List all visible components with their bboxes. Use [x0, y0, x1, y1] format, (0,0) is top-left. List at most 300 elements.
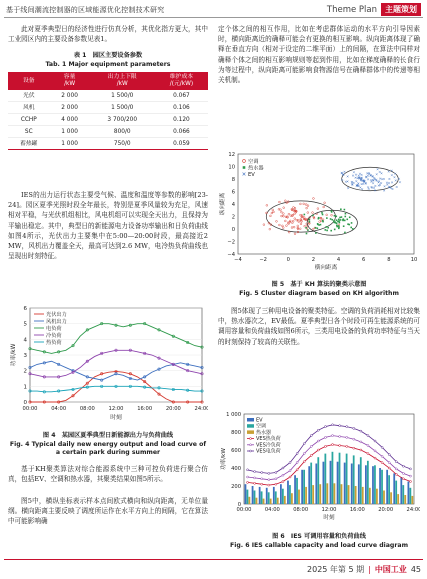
scatter-point — [331, 219, 333, 221]
series-point — [353, 438, 355, 440]
series-point — [275, 478, 277, 480]
section-badge: 主题策划 — [381, 3, 421, 16]
x-tick-label: 2 — [311, 257, 316, 263]
x-tick-label: 04:00 — [264, 507, 280, 513]
series-point — [282, 474, 284, 476]
legend-swatch — [247, 418, 254, 422]
scatter-point — [271, 212, 273, 214]
series-point — [289, 470, 291, 472]
scatter-point — [326, 217, 328, 219]
figure-6-caption-zh: 图 6 IES 可调用容量和负荷曲线 — [272, 533, 366, 540]
scatter-point — [333, 220, 335, 222]
bar — [346, 454, 348, 504]
figure-5-caption-zh: 图 5 基于 KH 算法的聚类示意图 — [271, 281, 367, 288]
scatter-point — [303, 203, 305, 205]
series-point — [381, 455, 383, 457]
series-point — [402, 478, 404, 480]
bar — [355, 486, 357, 504]
series-point — [324, 426, 326, 428]
x-axis-label: 横向距离 — [314, 265, 338, 271]
bar — [305, 487, 307, 504]
bar — [402, 485, 404, 504]
bar — [386, 470, 388, 504]
table-1-title-zh: 表 1 园区主要设备参数 — [73, 52, 143, 59]
legend-label: 光伏出力 — [46, 312, 67, 318]
scatter-point — [305, 204, 307, 206]
bar — [376, 489, 378, 504]
scatter-point — [286, 225, 288, 227]
left-para-1: 此对夏季典型日的经济性进行仿真分析，其优化指方更大，其中工业园区内的主要设备参数见表1。 — [8, 25, 208, 44]
y-tick-label: 4 — [23, 337, 27, 344]
x-axis-label: 时刻 — [110, 415, 122, 421]
legend-label: 冷负荷 — [46, 333, 62, 339]
scatter-point — [330, 230, 332, 232]
legend-label: VES冷负荷 — [256, 442, 281, 449]
legend-swatch — [247, 430, 254, 434]
series-point — [346, 436, 348, 438]
y-tick-label: −4 — [227, 252, 235, 258]
legend-label: 热水器 — [256, 429, 272, 436]
scatter-point — [306, 233, 308, 235]
figure-5-caption-en: Fig. 5 Cluster diagram based on KH algorithm — [239, 289, 399, 297]
scatter-point — [327, 227, 329, 229]
x-tick-label: 16:00 — [349, 507, 365, 513]
legend-swatch — [250, 450, 252, 452]
scatter-point — [283, 207, 285, 209]
footer-divider: | — [368, 565, 371, 574]
series-point — [360, 449, 362, 451]
series-point — [360, 430, 362, 432]
scatter-point — [335, 221, 337, 223]
y-axis-label: 纵向距离 — [220, 192, 226, 216]
bar — [296, 478, 298, 504]
scatter-point — [343, 225, 345, 227]
left-para-3: 基于KH聚类算法对综合能源系统中三种可控负荷进行聚合仿真，包括EV、空调和热水器，其聚类结果如图5所示。 — [8, 465, 208, 484]
bar — [341, 484, 343, 504]
legend-swatch — [247, 424, 254, 428]
table-cell: 1 000 — [50, 126, 90, 138]
scatter-point — [270, 215, 272, 217]
scatter-point — [297, 225, 299, 227]
right-para-2: 图5体现了三种用电设备的聚类特征。空调的负荷消耗相对比较集中，热水器次之，EV最低。夏季典型日各个时段可再生能源系统的可调用容量和负荷曲线如图6所示，三类用电设备的负荷功率特征与当天的时刻保持了较高的关联性。 — [218, 307, 421, 346]
figure-5-chart — [218, 150, 420, 274]
scatter-point — [304, 214, 306, 216]
y-tick-label: 2 — [231, 214, 235, 221]
bar — [308, 466, 310, 504]
series-point — [332, 444, 334, 446]
header-rule — [4, 17, 423, 18]
table-1-title-en: Tab. 1 Major equipment parameters — [45, 60, 171, 68]
scatter-point — [294, 213, 296, 215]
series-line — [30, 386, 202, 391]
bar — [411, 496, 413, 504]
legend-label: 热水器 — [248, 165, 264, 172]
left-para-2: IES的出力运行状态主要受气候、温度和温度等参数的影响[23-24]。园区夏季光照时段全年最长，特别是夏季风量较为充足，风速相对平稳，与光伏机组相比，风电机组可以实现全天出力，且保持为平输出稳定。其中，典型日的新能源电力设备功率输出和日负荷曲线如图4所示，光伏出力主要集中在5:00—20:00时段，最高接近2 MW，风机出力覆盖全天，最高可达到2.6 MW，电冷热负荷曲线也呈现出时刻特征。 — [8, 191, 208, 261]
bar — [301, 470, 303, 504]
series-point — [268, 484, 270, 486]
scatter-point — [330, 218, 332, 220]
bar — [326, 483, 328, 504]
series-point — [254, 482, 256, 484]
bar — [344, 463, 346, 504]
table-cell: 1 500/0 — [90, 102, 155, 114]
series-point — [289, 462, 291, 464]
y-tick-label: 6 — [231, 189, 235, 196]
scatter-point — [284, 220, 286, 222]
bar — [245, 484, 247, 504]
y-tick-label: 0 — [237, 502, 241, 508]
bar — [249, 497, 251, 504]
series-point — [374, 457, 376, 459]
scatter-point — [283, 215, 285, 217]
scatter-point — [282, 213, 284, 215]
y-tick-label: 1 — [23, 384, 27, 391]
figure-6-caption-en: Fig. 6 IES callable capacity and load curve diagram — [229, 541, 409, 549]
legend-label: 热负荷 — [46, 340, 62, 346]
bar — [266, 488, 268, 504]
scatter-point — [349, 216, 351, 218]
bar — [298, 490, 300, 504]
series-point — [303, 461, 305, 463]
series-point — [310, 435, 312, 437]
bar — [365, 465, 367, 504]
table-header-cell: 维护成本 /(元/kW) — [155, 72, 208, 90]
y-tick-label: 400 — [231, 466, 241, 472]
scatter-point — [326, 214, 328, 216]
bar — [339, 453, 341, 504]
scatter-point — [320, 224, 322, 226]
series-point — [346, 426, 348, 428]
scatter-point — [281, 225, 283, 227]
series-point — [374, 440, 376, 442]
bar — [353, 455, 355, 504]
bar — [289, 485, 291, 504]
figure-4-caption-zh: 图 4 某园区夏季典型日新能源出力与负荷曲线 — [42, 432, 174, 439]
scatter-point — [269, 228, 271, 230]
scatter-point — [281, 215, 283, 217]
bar — [330, 461, 332, 504]
scatter-point — [348, 224, 350, 226]
bar — [254, 491, 256, 505]
series-point — [339, 436, 341, 438]
running-header-title: 基于线间潮流控制器的区域能源优化控制技术研究 — [6, 6, 165, 14]
table-cell: 0.059 — [155, 138, 208, 150]
series-point — [261, 478, 263, 480]
scatter-point — [273, 211, 275, 213]
series-point — [317, 440, 319, 442]
scatter-point — [322, 221, 324, 223]
scatter-point — [350, 227, 352, 229]
scatter-point — [323, 206, 325, 208]
series-point — [402, 472, 404, 474]
series-point — [303, 443, 305, 445]
figure-4-chart — [8, 302, 208, 424]
series-point — [339, 425, 341, 427]
series-point — [275, 472, 277, 474]
figure-4-caption-en: Fig. 4 Typical daily new energy output and load curve of a certain park during summer — [9, 440, 207, 456]
series-point — [296, 462, 298, 464]
series-point — [254, 471, 256, 473]
bar — [284, 496, 286, 504]
bar — [277, 498, 279, 504]
legend-swatch — [250, 438, 252, 440]
legend-swatch — [243, 160, 246, 163]
scatter-point — [344, 216, 346, 218]
table-cell: 0.120 — [155, 114, 208, 126]
bar — [323, 462, 325, 504]
series-point — [324, 436, 326, 438]
y-tick-label: 4 — [231, 202, 235, 208]
scatter-point — [345, 213, 347, 215]
table-row — [8, 102, 208, 114]
y-tick-label: 0 — [23, 400, 27, 406]
bar — [348, 485, 350, 504]
scatter-point — [307, 205, 309, 207]
y-axis-label: 功率/kW — [221, 448, 227, 470]
right-para-1: 定个体之间的相互作用，比如在考虑群体运动的水平方向引导因素时，横向距离近的确释可能会有更换的相互影响。纵向距离体现了确释在垂直方向（相对于设定的二维平面）上的间隔，在算法中同样对确释个体之间的相互影响规则等起到作用，比如在梯度确释的长食行为等过程中，纵向距离可能影响食物源信号在确释群体中的传递等相关机制。 — [218, 25, 420, 85]
bar — [261, 491, 263, 504]
bar — [268, 492, 270, 504]
footer-rule — [4, 559, 423, 560]
y-axis-label: 功率/kW — [11, 343, 17, 367]
y-tick-label: 8 — [231, 177, 235, 183]
series-point — [254, 477, 256, 479]
table-header-cell: 设备 — [8, 72, 50, 90]
figure-6 — [218, 410, 420, 550]
table-cell: 1 500/0 — [90, 90, 155, 102]
scatter-point — [312, 215, 314, 217]
scatter-point — [292, 220, 294, 222]
scatter-point — [346, 219, 348, 221]
table-cell: 800/0 — [90, 126, 155, 138]
scatter-point — [312, 212, 314, 214]
series-point — [395, 461, 397, 463]
bar — [404, 495, 406, 504]
bar — [337, 462, 339, 504]
legend-swatch — [243, 166, 246, 169]
x-tick-label: 00:00 — [236, 507, 252, 513]
bar — [362, 487, 364, 504]
series-point — [367, 453, 369, 455]
series-point — [395, 468, 397, 470]
series-point — [388, 454, 390, 456]
series-point — [261, 483, 263, 485]
y-tick-label: 12 — [228, 152, 235, 158]
scatter-point — [307, 212, 309, 214]
footer — [307, 564, 421, 575]
legend-label: 空调 — [248, 159, 259, 165]
series-point — [289, 476, 291, 478]
series-point — [360, 441, 362, 443]
y-tick-label: 10 — [228, 164, 235, 171]
scatter-point — [315, 227, 317, 229]
scatter-point — [321, 212, 323, 214]
scatter-point — [280, 211, 282, 213]
series-point — [324, 445, 326, 447]
table-row — [8, 138, 208, 150]
scatter-point — [318, 224, 320, 226]
x-tick-label: 8 — [387, 257, 391, 263]
scatter-point — [339, 222, 341, 224]
series-point — [247, 481, 249, 483]
scatter-point — [308, 219, 310, 221]
series-point — [367, 435, 369, 437]
series-point — [409, 468, 411, 470]
scatter-point — [344, 220, 346, 222]
scatter-point — [337, 221, 339, 223]
series-point — [381, 446, 383, 448]
bar — [294, 475, 296, 504]
table-cell: 0.067 — [155, 90, 208, 102]
bar — [247, 490, 249, 504]
scatter-point — [338, 227, 340, 229]
bar — [291, 493, 293, 504]
x-tick-label: 10 — [410, 257, 418, 263]
y-tick-label: 5 — [23, 321, 27, 328]
scatter-point — [294, 233, 296, 235]
equipment-table — [8, 72, 208, 150]
scatter-point — [305, 227, 307, 229]
y-tick-label: 200 — [231, 484, 241, 490]
y-tick-label: 800 — [231, 430, 241, 436]
series-point — [282, 481, 284, 483]
series-point — [353, 427, 355, 429]
series-point — [296, 469, 298, 471]
scatter-point — [340, 219, 342, 221]
figure-6-chart — [218, 410, 420, 526]
scatter-point — [318, 218, 320, 220]
bar — [383, 491, 385, 505]
figure-4 — [8, 302, 208, 456]
x-tick-label: −2 — [259, 257, 267, 263]
series-point — [339, 445, 341, 447]
scatter-point — [336, 225, 338, 227]
series-point — [247, 469, 249, 471]
table-cell: 2 000 — [50, 90, 90, 102]
scatter-point — [344, 232, 346, 234]
scatter-point — [294, 218, 296, 220]
bar — [397, 494, 399, 504]
scatter-point — [338, 219, 340, 221]
series-point — [310, 445, 312, 447]
scatter-point — [299, 228, 301, 230]
header-right — [327, 3, 421, 16]
legend-label: VES电负荷 — [256, 448, 281, 455]
x-tick-label: −4 — [234, 257, 242, 263]
x-axis-label: 时刻 — [323, 515, 335, 521]
table-cell: 光伏 — [8, 90, 50, 102]
table-cell: 蓄热罐 — [8, 138, 50, 150]
series-point — [268, 472, 270, 474]
scatter-point — [293, 226, 295, 228]
series-point — [261, 472, 263, 474]
scatter-point — [300, 203, 302, 205]
table-cell: 4 000 — [50, 114, 90, 126]
x-tick-label: 20:00 — [378, 507, 394, 513]
table-cell: 750/0 — [90, 138, 155, 150]
y-tick-label: −2 — [227, 239, 235, 246]
scatter-point — [340, 208, 342, 210]
table-cell: SC — [8, 126, 50, 138]
scatter-point — [336, 219, 338, 221]
scatter-point — [338, 225, 340, 227]
scatter-point — [341, 216, 343, 218]
legend-label: 电负荷 — [46, 326, 62, 332]
series-point — [395, 473, 397, 475]
y-tick-label: 3 — [23, 353, 27, 359]
scatter-point — [288, 213, 290, 215]
y-tick-label: 6 — [23, 306, 27, 312]
table-header-cell: 容量 /kW — [50, 72, 90, 90]
bar — [379, 468, 381, 504]
bar — [358, 464, 360, 504]
bar — [317, 457, 319, 504]
scatter-point — [315, 232, 317, 234]
series-point — [388, 462, 390, 464]
series-point — [317, 429, 319, 431]
legend-label: 空调 — [256, 423, 267, 430]
y-tick-label: 1 000 — [226, 412, 241, 418]
x-tick-label: 0 — [286, 257, 290, 263]
page-number: 45 — [410, 565, 421, 574]
x-tick-label: 12:00 — [108, 406, 124, 412]
table-cell: 1 000 — [50, 138, 90, 150]
journal-logo: 中国工业 — [374, 564, 407, 574]
x-tick-label: 04:00 — [51, 406, 67, 412]
scatter-point — [282, 227, 284, 229]
series-point — [381, 462, 383, 464]
series-point — [282, 467, 284, 469]
series-point — [332, 435, 334, 437]
bar — [395, 481, 397, 504]
scatter-point — [304, 225, 306, 227]
scatter-point — [309, 221, 311, 223]
x-tick-label: 00:00 — [22, 406, 38, 412]
scatter-point — [291, 227, 293, 229]
scatter-point — [306, 207, 308, 209]
plot-frame — [238, 154, 414, 254]
series-point — [346, 445, 348, 447]
bar — [310, 463, 312, 504]
scatter-point — [342, 219, 344, 221]
series-point — [303, 453, 305, 455]
legend-label: 风机出力 — [46, 319, 67, 325]
scatter-point — [339, 217, 341, 219]
x-tick-label: 6 — [362, 257, 366, 263]
table-1-block — [8, 48, 208, 150]
bar — [287, 481, 289, 504]
bar — [303, 470, 305, 504]
series-point — [332, 424, 334, 426]
x-tick-label: 12:00 — [321, 507, 337, 513]
scatter-point — [276, 220, 278, 222]
legend-label: VES热负荷 — [256, 436, 281, 443]
scatter-point — [325, 226, 327, 228]
scatter-point — [300, 223, 302, 225]
bar — [390, 492, 392, 504]
bar — [263, 499, 265, 504]
bar — [409, 488, 411, 504]
x-tick-label: 24:00 — [406, 507, 420, 513]
bar — [282, 489, 284, 504]
y-tick-label: 2 — [23, 368, 27, 375]
scatter-point — [317, 223, 319, 225]
x-tick-label: 20:00 — [165, 406, 181, 412]
bar — [312, 485, 314, 504]
x-tick-label: 16:00 — [137, 406, 153, 412]
bar — [351, 464, 353, 505]
series-point — [374, 450, 376, 452]
